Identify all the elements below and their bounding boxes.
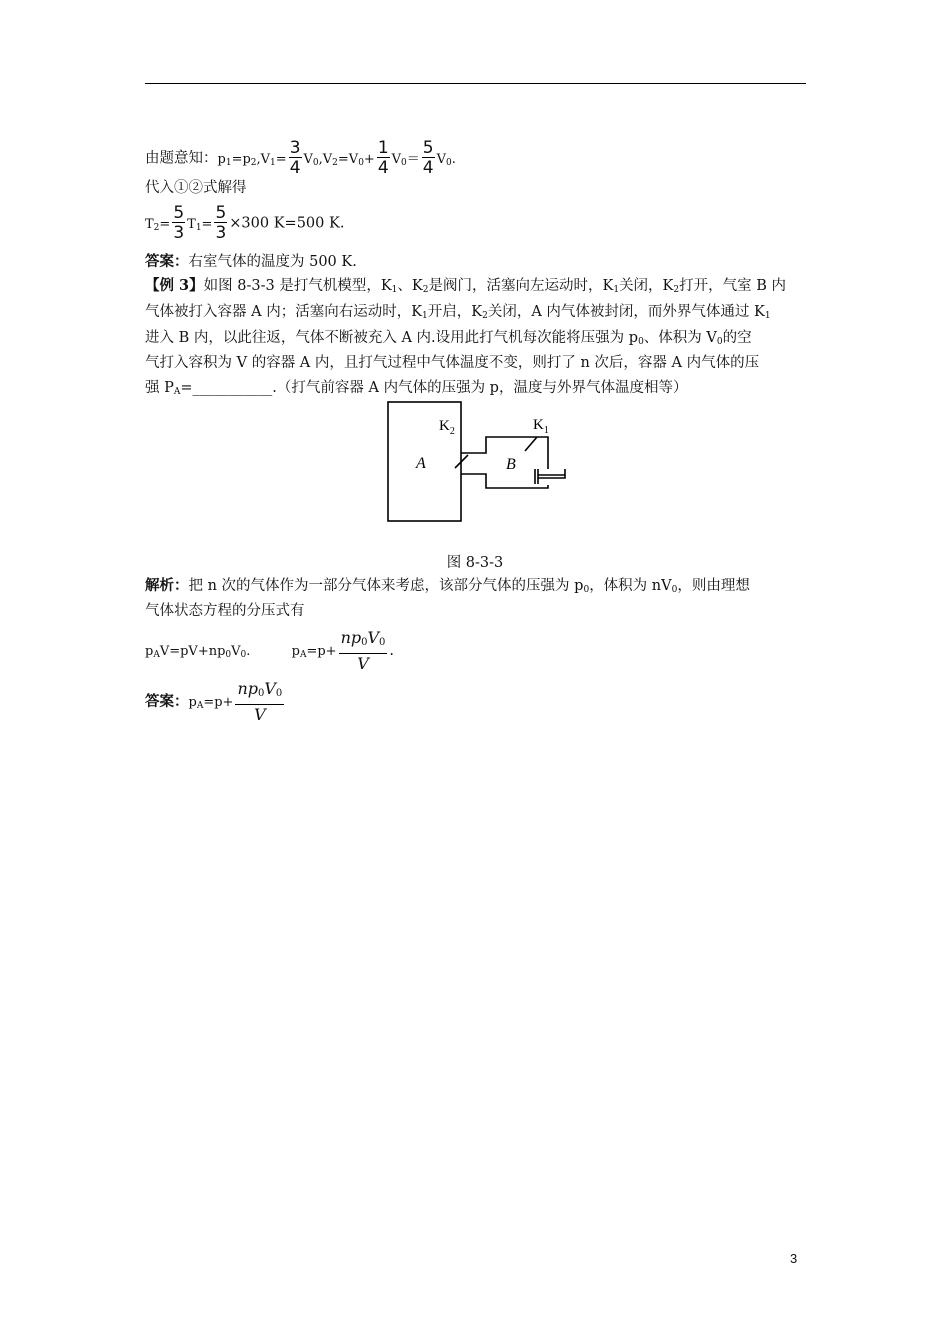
fraction: $\frac{5}{3}$ <box>215 203 227 243</box>
fraction: $\frac{np_0V_0}{V}$ <box>340 628 386 673</box>
label-b: B <box>506 456 516 473</box>
analysis-line-2: 气体状态方程的分压式有 <box>145 603 305 619</box>
example-line-1: 【例 3】如图 8-3-3 是打气机模型，$K_1$、$K_2$是阀门，活塞向左运动时，$K_1$关闭，$K_2$打开，气室 B 内 <box>145 277 787 295</box>
analysis-equation: $p_AV=pV+np_0V_0$. $p_A=p+$ $\frac{np_0V_0}{V}$ . <box>145 628 395 673</box>
pump-diagram <box>385 400 585 524</box>
fraction: $\frac{5}{4}$ <box>422 138 434 178</box>
example-line-2: 气体被打入容器 A 内；活塞向右运动时，$K_1$开启，$K_2$关闭，A 内气体被封闭，而外界气体通过 $K_1$ <box>145 304 771 321</box>
line-given: 由题意知：$p_1=p_2,V_1=$ $\frac{3}{4}$ $V_0,V_2=V_0+$ $\frac{1}{4}$ $V_0=$ $\frac{5}{4}$ $V_0$. <box>145 138 456 178</box>
label-k1: $K_1$ <box>533 417 549 436</box>
page-number: 3 <box>790 1251 798 1266</box>
fraction: $\frac{np_0V_0}{V}$ <box>237 679 283 724</box>
fraction: $\frac{5}{3}$ <box>173 203 185 243</box>
header-rule <box>145 83 806 84</box>
example-line-4: 气打入容积为 V 的容器 A 内，且打气过程中气体温度不变，则打了 n 次后，容器 A 内气体的压 <box>145 355 760 371</box>
label-a: A <box>416 455 426 472</box>
figure-caption: 图 8-3-3 <box>446 555 504 571</box>
fraction: $\frac{3}{4}$ <box>289 138 301 178</box>
answer-2: 答案：$p_A=p+$ $\frac{np_0V_0}{V}$ <box>145 679 283 724</box>
example-line-5: 强 $P_A=\_\_\_\_\_\_\_\_\_\_\_$.（打气前容器 A 内气体的压强为 p，温度与外界气体温度相等） <box>145 380 688 397</box>
fraction: $\frac{1}{4}$ <box>377 138 389 178</box>
example-line-3: 进入 B 内，以此往返，气体不断被充入 A 内.设用此打气机每次能将压强为 $p_0$、体积为 $V_0$的空 <box>145 330 752 347</box>
line-substitute: 代入①②式解得 <box>145 180 247 196</box>
piston <box>535 469 565 484</box>
answer-1: 答案：右室气体的温度为 500 K. <box>145 253 357 270</box>
analysis-line-1: 解析：把 n 次的气体作为一部分气体来考虑，该部分气体的压强为 $p_0$，体积为 $nV_0$，则由理想 <box>145 577 750 595</box>
line-result: $T_2=$ $\frac{5}{3}$ $T_1=$ $\frac{5}{3}$ ×300 K=500 K. <box>145 203 345 243</box>
valve-k1 <box>525 437 537 451</box>
label-k2: $K_2$ <box>439 418 455 437</box>
